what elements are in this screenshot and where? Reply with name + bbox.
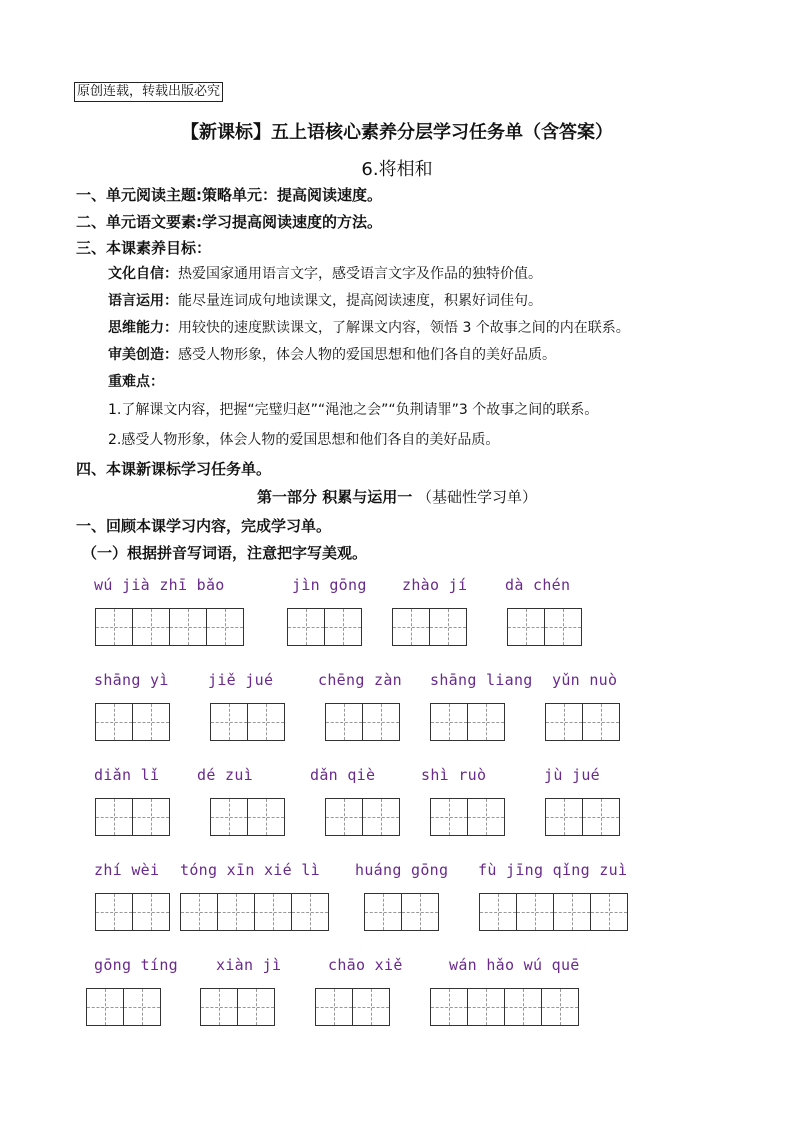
writing-grid[interactable] bbox=[210, 703, 284, 741]
writing-grid[interactable] bbox=[545, 703, 619, 741]
page-title: 【新课标】五上语核心素养分层学习任务单（含答案） bbox=[181, 122, 613, 143]
pinyin-label: zhí wèi bbox=[94, 861, 160, 879]
task-1-sub: （一）根据拼音写词语，注意把字写美观。 bbox=[82, 544, 368, 562]
section-1: 一、单元阅读主题:策略单元：提高阅读速度。 bbox=[76, 186, 383, 204]
pinyin-label: jiě jué bbox=[208, 671, 274, 689]
pinyin-label: jìn gōng bbox=[292, 576, 367, 594]
writing-grid[interactable] bbox=[325, 703, 399, 741]
writing-grid[interactable] bbox=[392, 608, 466, 646]
writing-grid[interactable] bbox=[95, 703, 169, 741]
writing-grid[interactable] bbox=[86, 988, 160, 1026]
goal-thinking: 思维能力：用较快的速度默读课文，了解课文内容，领悟 3 个故事之间的内在联系。 bbox=[108, 320, 630, 336]
pinyin-label: chēng zàn bbox=[318, 671, 402, 689]
section-2: 二、单元语文要素:学习提高阅读速度的方法。 bbox=[76, 213, 383, 231]
writing-grid[interactable] bbox=[95, 608, 243, 646]
writing-grid[interactable] bbox=[364, 893, 438, 931]
pinyin-label: zhào jí bbox=[402, 576, 468, 594]
pinyin-label: dé zuì bbox=[197, 766, 253, 784]
writing-grid[interactable] bbox=[200, 988, 274, 1026]
goal-aesthetic: 审美创造：感受人物形象，体会人物的爱国思想和他们各自的美好品质。 bbox=[108, 347, 556, 363]
pinyin-label: jù jué bbox=[544, 766, 600, 784]
writing-grid[interactable] bbox=[210, 798, 284, 836]
section-3: 三、本课素养目标： bbox=[76, 239, 212, 257]
key-points-label: 重难点： bbox=[108, 374, 164, 390]
pinyin-label: shì ruò bbox=[421, 766, 487, 784]
pinyin-label: yǔn nuò bbox=[552, 671, 618, 689]
pinyin-label: diǎn lǐ bbox=[94, 766, 160, 784]
writing-grid[interactable] bbox=[95, 798, 169, 836]
writing-grid[interactable] bbox=[287, 608, 361, 646]
pinyin-label: chāo xiě bbox=[328, 956, 403, 974]
pinyin-label: tóng xīn xié lì bbox=[180, 861, 320, 879]
pinyin-label: fù jīng qǐng zuì bbox=[478, 861, 628, 879]
pinyin-label: wú jià zhī bǎo bbox=[94, 576, 225, 594]
writing-grid[interactable] bbox=[325, 798, 399, 836]
pinyin-label: shāng yì bbox=[94, 671, 169, 689]
lesson-title: 6.将相和 bbox=[361, 159, 433, 180]
writing-grid[interactable] bbox=[545, 798, 619, 836]
pinyin-label: dà chén bbox=[505, 576, 571, 594]
writing-grid[interactable] bbox=[180, 893, 328, 931]
pinyin-label: xiàn jì bbox=[216, 956, 282, 974]
copyright-stamp: 原创连载，转载出版必究 bbox=[74, 82, 223, 102]
section-4: 四、本课新课标学习任务单。 bbox=[76, 460, 272, 478]
pinyin-label: dǎn qiè bbox=[310, 766, 376, 784]
writing-grid[interactable] bbox=[507, 608, 581, 646]
writing-grid[interactable] bbox=[430, 798, 504, 836]
key-point-1: 1.了解课文内容，把握“完璧归赵”“渑池之会”“负荆请罪”3 个故事之间的联系。 bbox=[108, 402, 599, 418]
pinyin-label: shāng liang bbox=[430, 671, 533, 689]
pinyin-label: wán hǎo wú quē bbox=[449, 956, 580, 974]
writing-grid[interactable] bbox=[430, 988, 578, 1026]
pinyin-label: gōng tíng bbox=[94, 956, 178, 974]
goal-language: 语言运用：能尽量连词成句地读课文，提高阅读速度，积累好词佳句。 bbox=[108, 293, 542, 309]
goal-culture: 文化自信：热爱国家通用语言文字，感受语言文字及作品的独特价值。 bbox=[108, 266, 542, 282]
pinyin-label: huáng gōng bbox=[355, 861, 449, 879]
key-point-2: 2.感受人物形象，体会人物的爱国思想和他们各自的美好品质。 bbox=[108, 432, 500, 448]
part-heading: 第一部分 积累与运用一 （基础性学习单） bbox=[256, 488, 538, 506]
writing-grid[interactable] bbox=[479, 893, 627, 931]
writing-grid[interactable] bbox=[430, 703, 504, 741]
writing-grid[interactable] bbox=[315, 988, 389, 1026]
writing-grid[interactable] bbox=[95, 893, 169, 931]
task-1: 一、回顾本课学习内容，完成学习单。 bbox=[76, 517, 332, 535]
